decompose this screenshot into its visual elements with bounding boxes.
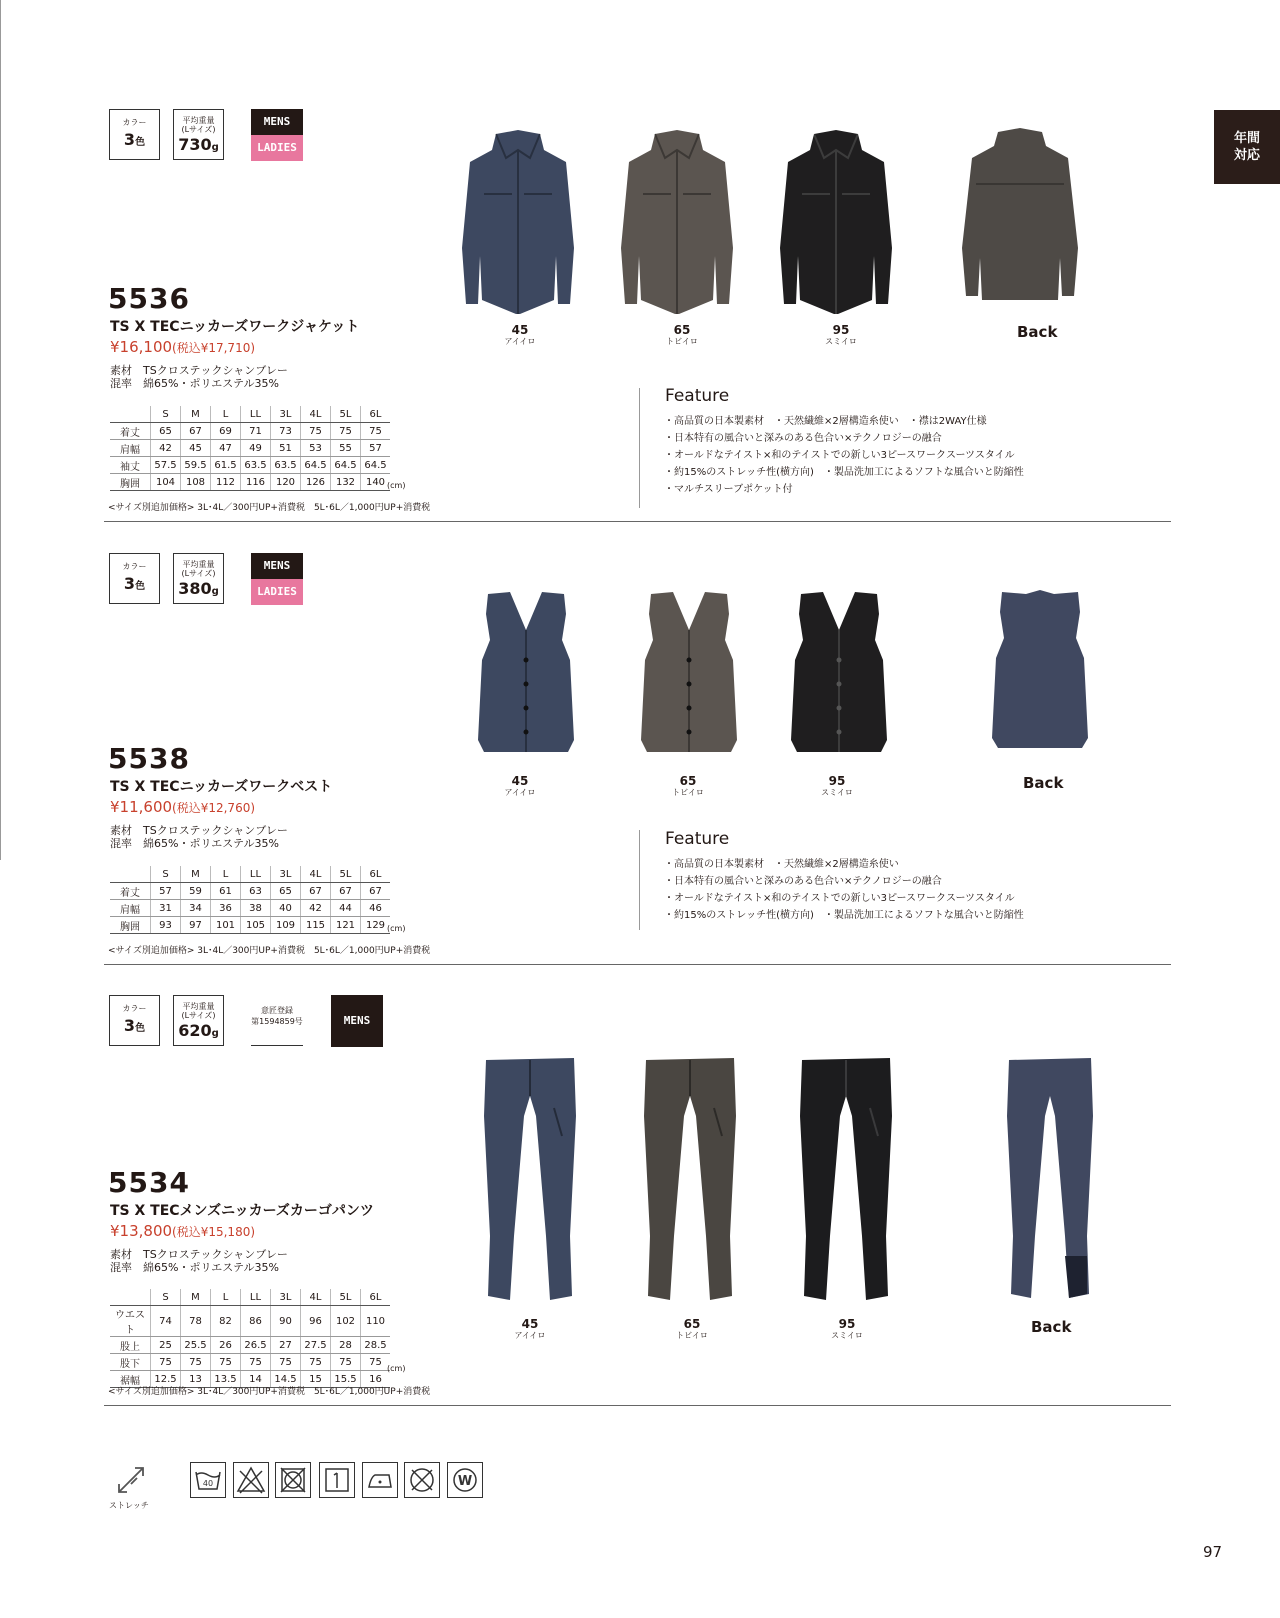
product-name: TS X TECニッカーズワークジャケット xyxy=(110,319,360,335)
no-bleach-icon xyxy=(233,1462,269,1498)
pants-black-image xyxy=(796,1056,896,1304)
color-label-65: 65 トビイロ xyxy=(676,1317,708,1340)
product-price: ¥11,600(税込¥12,760) xyxy=(110,798,256,816)
wet-clean-icon xyxy=(447,1462,483,1498)
list-item: ・約15%のストレッチ性(横方向) ・製品洗加工によるソフトな風合いと防縮性 xyxy=(664,467,1024,478)
table-row: 胸囲 104 108 112 116 120 126 132 140 xyxy=(110,474,390,491)
back-label: Back xyxy=(1023,774,1064,792)
product-code: 5534 xyxy=(108,1166,190,1199)
vest-back-image xyxy=(988,588,1092,752)
color-label-45: 45 アイイロ xyxy=(504,774,536,797)
color-label-95: 95 スミイロ xyxy=(825,323,857,346)
feature-divider xyxy=(639,388,640,508)
vest-brown-image xyxy=(637,590,741,758)
product-price: ¥16,100(税込¥17,710) xyxy=(110,338,256,356)
table-row: 着丈 65 67 69 71 73 75 75 75 xyxy=(110,423,390,440)
ladies-label: LADIES xyxy=(251,135,303,161)
vest-navy-image xyxy=(474,590,578,758)
list-item: ・オールドなテイスト×和のテイストでの新しい3ピースワークスーツスタイル xyxy=(664,450,1015,461)
jacket-black-image xyxy=(776,128,896,316)
page-edge-line xyxy=(0,0,1,860)
unit-label: (cm) xyxy=(387,1364,406,1373)
weight-badge: 平均重量 (Lサイズ) 380g xyxy=(173,553,224,604)
design-registration-label: 意匠登録 第1594859号 xyxy=(251,995,303,1046)
size-price-note: <サイズ別追加価格> 3L･4L／300円UP+消費税 5L･6L／1,000円UP+消費税 xyxy=(108,503,431,513)
table-row: 裾幅 12.5 13 13.5 14 14.5 15 15.5 16 xyxy=(110,1371,390,1388)
table-row: ウエスト 74 78 82 86 90 96 102 110 xyxy=(110,1306,390,1337)
list-item: ・日本特有の風合いと深みのある色合い×テクノロジーの融合 xyxy=(664,433,942,444)
jacket-brown-image xyxy=(617,128,737,316)
material-text: 素材 TSクロステックシャンブレー 混率 綿65%・ポリエステル35% xyxy=(110,1248,288,1274)
stretch-icon xyxy=(113,1462,149,1498)
list-item: ・日本特有の風合いと深みのある色合い×テクノロジーの融合 xyxy=(664,876,942,887)
unit-label: (cm) xyxy=(387,481,406,490)
section-divider xyxy=(104,964,1171,965)
material-text: 素材 TSクロステックシャンブレー 混率 綿65%・ポリエステル35% xyxy=(110,824,288,850)
material-text: 素材 TSクロステックシャンブレー 混率 綿65%・ポリエステル35% xyxy=(110,364,288,390)
section-divider xyxy=(104,1405,1171,1406)
section-divider xyxy=(104,521,1171,522)
vest-black-image xyxy=(787,590,891,758)
product-name: TS X TECニッカーズワークベスト xyxy=(110,779,333,795)
size-price-note: <サイズ別追加価格> 3L･4L／300円UP+消費税 5L･6L／1,000円UP+消費税 xyxy=(108,1387,431,1397)
weight-badge: 平均重量 (Lサイズ) 730g xyxy=(173,109,224,160)
table-row: 肩幅 31 34 36 38 40 42 44 46 xyxy=(110,900,390,917)
size-header-row: S M L LL 3L 4L 5L 6L xyxy=(110,1289,390,1306)
table-row: 着丈 57 59 61 63 65 67 67 67 xyxy=(110,883,390,900)
list-item: ・高品質の日本製素材 ・天然繊維×2層構造糸使い ・襟は2WAY仕様 xyxy=(664,416,987,427)
color-label-95: 95 スミイロ xyxy=(831,1317,863,1340)
list-item: ・オールドなテイスト×和のテイストでの新しい3ピースワークスーツスタイル xyxy=(664,893,1015,904)
back-label: Back xyxy=(1031,1318,1072,1336)
size-price-note: <サイズ別追加価格> 3L･4L／300円UP+消費税 5L･6L／1,000円UP+消費税 xyxy=(108,946,431,956)
mens-label: MENS xyxy=(251,109,303,135)
list-item: ・マルチスリーブポケット付 xyxy=(664,484,793,495)
back-label: Back xyxy=(1017,323,1058,341)
table-row: 股上 25 25.5 26 26.5 27 27.5 28 28.5 xyxy=(110,1337,390,1354)
table-row: 袖丈 57.5 59.5 61.5 63.5 63.5 64.5 64.5 64.5 xyxy=(110,457,390,474)
pants-back-image xyxy=(1003,1056,1097,1302)
unit-label: (cm) xyxy=(387,924,406,933)
feature-title: Feature xyxy=(665,386,730,406)
color-count-badge: カラー 3色 xyxy=(109,109,160,160)
table-row: 股下 75 75 75 75 75 75 75 75 xyxy=(110,1354,390,1371)
pants-navy-image xyxy=(480,1056,580,1304)
ladies-label: LADIES xyxy=(251,579,303,605)
size-table xyxy=(110,1289,390,1388)
table-row: 肩幅 42 45 47 49 51 53 55 57 xyxy=(110,440,390,457)
weight-badge: 平均重量 (Lサイズ) 620g xyxy=(173,995,224,1046)
product-code: 5538 xyxy=(108,742,190,775)
feature-divider xyxy=(639,830,640,930)
stretch-label: ストレッチ xyxy=(109,1501,149,1510)
size-table xyxy=(110,406,390,491)
color-label-95: 95 スミイロ xyxy=(821,774,853,797)
color-count-badge: カラー 3色 xyxy=(109,553,160,604)
table-row: 胸囲 93 97 101 105 109 115 121 129 xyxy=(110,917,390,934)
feature-title: Feature xyxy=(665,829,730,849)
color-count-badge: カラー 3色 xyxy=(109,995,160,1046)
feature-list xyxy=(664,856,1024,924)
wash-temp: 40 xyxy=(202,1479,214,1488)
no-tumble-dry-icon xyxy=(275,1462,311,1498)
no-dry-clean-icon xyxy=(404,1462,440,1498)
color-label-45: 45 アイイロ xyxy=(504,323,536,346)
jacket-back-image xyxy=(958,128,1082,306)
color-label-45: 45 アイイロ xyxy=(514,1317,546,1340)
jacket-navy-image xyxy=(458,128,578,316)
mens-label: MENS xyxy=(331,995,383,1047)
product-code: 5536 xyxy=(108,282,190,315)
wet-letter: W xyxy=(457,1474,473,1489)
size-header-row: S M L LL 3L 4L 5L 6L xyxy=(110,406,390,423)
line-dry-icon xyxy=(319,1462,355,1498)
size-header-row: S M L LL 3L 4L 5L 6L xyxy=(110,866,390,883)
list-item: ・高品質の日本製素材 ・天然繊維×2層構造糸使い xyxy=(664,859,899,870)
wash-40-icon xyxy=(190,1462,226,1498)
color-label-65: 65 トビイロ xyxy=(672,774,704,797)
product-price: ¥13,800(税込¥15,180) xyxy=(110,1222,256,1240)
list-item: ・約15%のストレッチ性(横方向) ・製品洗加工によるソフトな風合いと防縮性 xyxy=(664,910,1024,921)
pants-brown-image xyxy=(640,1056,740,1304)
feature-list xyxy=(664,413,1024,498)
color-label-65: 65 トビイロ xyxy=(666,323,698,346)
product-name: TS X TECメンズニッカーズカーゴパンツ xyxy=(110,1203,374,1219)
page-number: 97 xyxy=(1203,1543,1223,1561)
iron-low-icon xyxy=(362,1462,398,1498)
size-table xyxy=(110,866,390,934)
season-tag: 年間 対応 xyxy=(1214,110,1280,184)
mens-label: MENS xyxy=(251,553,303,579)
